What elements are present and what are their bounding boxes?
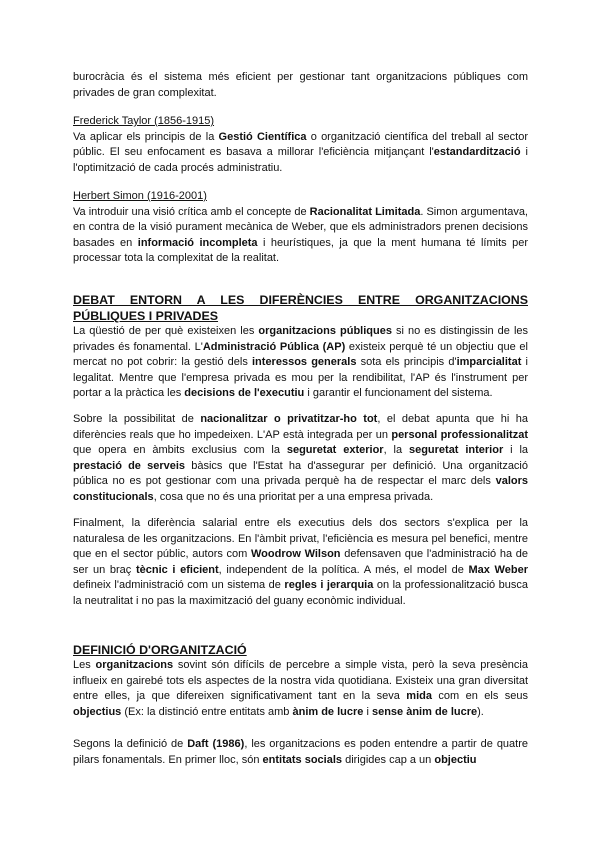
text-run: on la professionalització busca la neutralitat i no pas la maximització del guany econòmic individual. (73, 579, 529, 607)
text-run: i la (503, 444, 529, 457)
text-run: , independent de la política. A més, el model de (218, 563, 469, 576)
bold-term: seguretat interior (408, 444, 504, 457)
bold-term: Administració Pública (AP) (202, 340, 346, 353)
taylor-paragraph (73, 130, 528, 177)
bold-term: estandardització (433, 146, 521, 159)
text-run: . Simon argumentava, en contra de la visió purament mecànica de Weber, que els administradors prenen decisions basades en (73, 205, 528, 249)
text-run: (Ex: la distinció entre entitats amb (121, 705, 293, 718)
text-run: o organització científica del treball al sector públic. El seu enfocament es basava a millorar l'eficiència mitjançant l' (73, 130, 529, 159)
taylor-heading: Frederick Taylor (1856-1915) (73, 115, 215, 127)
bold-term: valors constitucionals (73, 475, 528, 503)
intro-paragraph (73, 70, 528, 101)
bold-term: Woodrow Wilson (251, 548, 341, 561)
text-run: ). (477, 705, 484, 718)
bold-term: Max Weber (468, 563, 528, 576)
bold-term: objectiu (434, 753, 477, 766)
simon-block (73, 189, 528, 267)
bold-term: interessos generals (252, 356, 357, 369)
text-run: defensaven que l'administració ha de ser un braç (73, 548, 528, 576)
text-run: Les (73, 659, 96, 671)
bold-term: entitats socials (262, 753, 343, 766)
text-run: que opera en àmbits exclusius com la (73, 444, 287, 457)
text-run: i heurístiques, ja que la ment humana té límits per processar tota la complexitat de la realitat. (73, 236, 529, 265)
text-run: sota els principis d' (356, 356, 457, 369)
text-run: Finalment, la diferència salarial entre els executius dels dos sectors s'explica per la naturalesa de les organitzacions. En l'àmbit privat, l'eficiència es mesura pel benefici, mentre que en el sector públic, autors com (73, 517, 528, 561)
text-run: Va aplicar els principis de la (73, 130, 219, 143)
text-run: defineix l'administració com un sistema de (73, 579, 285, 592)
text-run: Segons la definició de (73, 738, 188, 750)
text-run: i garantir el funcionament del sistema. (304, 387, 493, 400)
section-debate (73, 292, 528, 402)
text-run: i legalitat. Mentre que l'empresa privada es mou per la rendibilitat, l'AP és l'instrument per portar a la pràctica les (73, 356, 528, 400)
text-run: si no es distingissin de les privades és fonamental. L' (73, 325, 529, 353)
bold-term: imparcialitat (456, 356, 522, 369)
text-run: bàsics que l'Estat ha d'assegurar per definició. Una organització pública no es pot gestionar com una privada perquè ha de respectar el marc dels (73, 459, 528, 488)
bold-term: informació incompleta (137, 236, 258, 249)
text-run: Sobre la possibilitat de (73, 413, 201, 425)
bold-term: sense ànim de lucre (371, 705, 478, 718)
bold-term: regles i jerarquia (284, 579, 374, 592)
text-run: i l'optimització de cada procés administratiu. (73, 146, 529, 174)
simon-paragraph (73, 205, 528, 267)
bold-term: organitzacions (95, 659, 174, 671)
intro-text: burocràcia és el sistema més eficient per gestionar tant organitzacions públiques com privades de gran complexitat. (73, 71, 528, 99)
simon-heading: Herbert Simon (1916-2001) (73, 190, 207, 202)
text-run: dirigides cap a un (342, 753, 435, 766)
text-run: com en els seus (431, 690, 528, 703)
section-definition (73, 642, 528, 720)
bold-term: ànim de lucre (292, 705, 364, 718)
text-run: , les organitzacions es poden entendre a partir de quatre pilars fonamentals. En primer lloc, són (73, 738, 529, 766)
bold-term: personal professionalitzat (391, 428, 528, 441)
bold-term: Daft (1986) (187, 738, 245, 750)
text-run: Va introduir una visió crítica amb el concepte de (73, 205, 310, 218)
bold-term: Gestió Científica (218, 130, 307, 143)
debate-paragraph-1 (73, 324, 528, 402)
definition-paragraph-1 (73, 658, 528, 720)
text-run: sovint són difícils de percebre a simple vista, però la seva presència influeix en gairebé tots els aspectes de la nostra vida quotidiana. Existeix una gran diversitat entre elles, ja que difereixen significativament tant en la seva (73, 659, 528, 703)
text-run: i (363, 705, 372, 718)
bold-term: seguretat exterior (286, 444, 384, 457)
text-run: , la (383, 444, 409, 457)
bold-term: tècnic i eficient (135, 563, 219, 576)
bold-term: organitzacions públiques (258, 325, 392, 337)
definition-paragraph-2 (73, 737, 528, 768)
debate-paragraph-2 (73, 412, 528, 506)
section-heading-definition: DEFINICIÓ D'ORGANITZACIÓ (73, 643, 247, 657)
bold-term: objectius (73, 705, 122, 718)
section-heading-debate: DEBAT ENTORN A LES DIFERÈNCIES ENTRE ORGANITZACIONS PÚBLIQUES I PRIVADES (73, 293, 528, 323)
text-run: La qüestió de per què existeixen les (73, 325, 259, 337)
taylor-block (73, 114, 528, 176)
text-run: , cosa que no és una prioritat per a una empresa privada. (153, 490, 434, 503)
bold-term: decisions de l'executiu (184, 387, 305, 400)
bold-term: mida (406, 690, 432, 703)
text-run: , el debat apunta que hi ha diferències reals que ho impedeixen. L'AP està integrada per un (73, 413, 528, 441)
bold-term: Racionalitat Limitada (309, 205, 421, 218)
bold-term: prestació de serveis (73, 459, 186, 472)
debate-paragraph-3 (73, 516, 528, 610)
text-run: existeix perquè té un objectiu que el mercat no pot cobrir: la gestió dels (73, 340, 528, 369)
bold-term: nacionalitzar o privatitzar-ho tot (200, 413, 378, 425)
